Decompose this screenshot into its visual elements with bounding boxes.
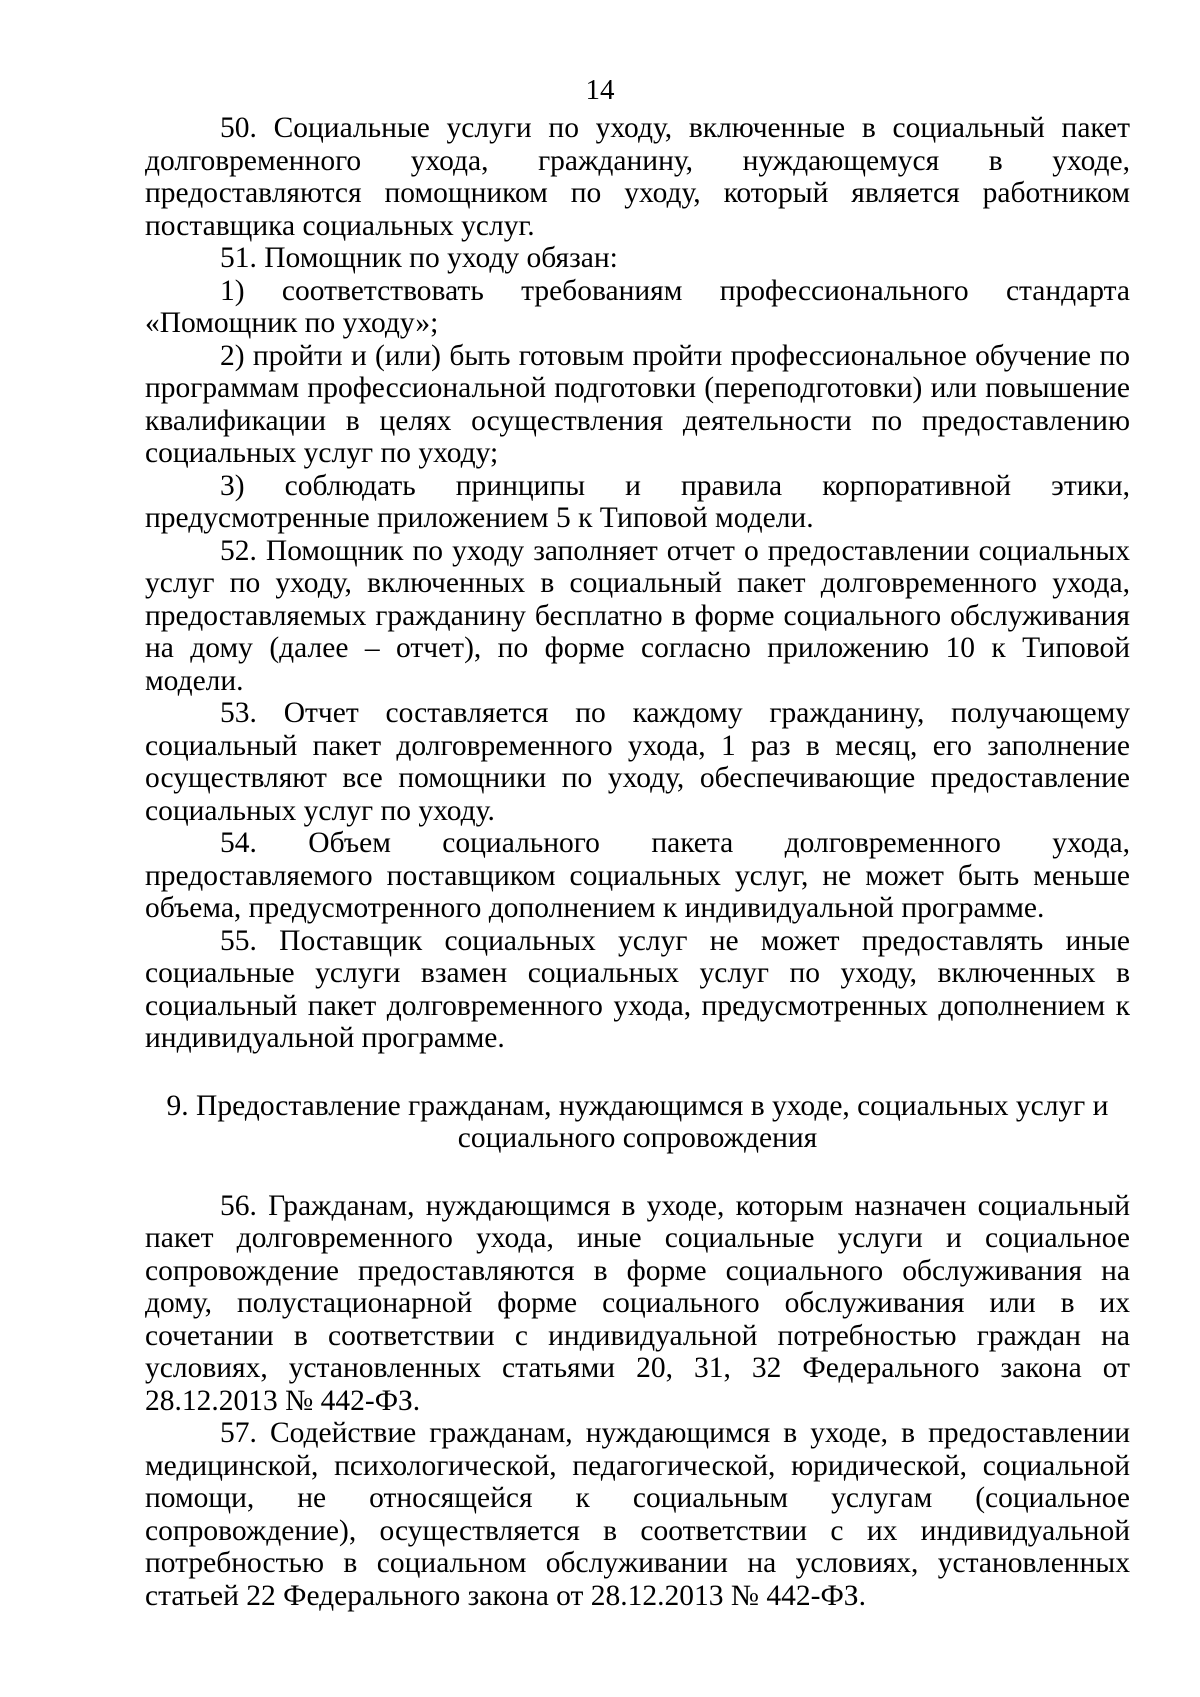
paragraph-53: 53. Отчет составляется по каждому гражданину, получающему социальный пакет долговременного ухода, 1 раз в месяц, его заполнение осуществляют все помощники по уходу, обеспечивающие предоставление социальных услуг по уходу. bbox=[145, 697, 1130, 827]
paragraph-55: 55. Поставщик социальных услуг не может предоставлять иные социальные услуги взамен социальных услуг по уходу, включенных в социальный пакет долговременного ухода, предусмотренных дополнением к индивидуальной программе. bbox=[145, 924, 1130, 1054]
paragraph-52: 52. Помощник по уходу заполняет отчет о предоставлении социальных услуг по уходу, включенных в социальный пакет долговременного ухода, предоставляемых гражданину бесплатно в форме социального обслуживания на дому (далее – отчет), по форме согласно приложению 10 к Типовой модели. bbox=[145, 534, 1130, 697]
page-number: 14 bbox=[585, 74, 615, 106]
document-body bbox=[145, 112, 1130, 1612]
paragraph-56: 56. Гражданам, нуждающимся в уходе, которым назначен социальный пакет долговременного ухода, иные социальные услуги и социальное сопровождение предоставляются в форме социального обслуживания на дому, полустационарной форме социального обслуживания или в их сочетании в соответствии с индивидуальной потребностью граждан на условиях, установленных статьями 20, 31, 32 Федерального закона от 28.12.2013 № 442-ФЗ. bbox=[145, 1189, 1130, 1417]
section-title: 9. Предоставление гражданам, нуждающимся в уходе, социальных услуг и социального сопровождения bbox=[166, 1089, 1109, 1154]
paragraph-51: 51. Помощник по уходу обязан: bbox=[220, 242, 618, 274]
paragraph-57: 57. Содействие гражданам, нуждающимся в уходе, в предоставлении медицинской, психологической, педагогической, юридической, социальной помощи, не относящейся к социальным услугам (социальное сопровождение), осуществляется в соответствии с их индивидуальной потребностью в социальном обслуживании на условиях, установленных статьей 22 Федерального закона от 28.12.2013 № 442-ФЗ. bbox=[145, 1417, 1130, 1612]
paragraph-50: 50. Социальные услуги по уходу, включенные в социальный пакет долговременного ухода, гражданину, нуждающемуся в уходе, предоставляются помощником по уходу, который является работником поставщика социальных услуг. bbox=[145, 112, 1130, 242]
paragraph-51-item-2: 2) пройти и (или) быть готовым пройти профессиональное обучение по программам профессиональной подготовки (переподготовки) или повышение квалификации в целях осуществления деятельности по предоставлению социальных услуг по уходу; bbox=[145, 339, 1130, 469]
paragraph-51-item-3: 3) соблюдать принципы и правила корпоративной этики, предусмотренные приложением 5 к Типовой модели. bbox=[145, 469, 1130, 534]
paragraph-54: 54. Объем социального пакета долговременного ухода, предоставляемого поставщиком социальных услуг, не может быть меньше объема, предусмотренного дополнением к индивидуальной программе. bbox=[145, 827, 1130, 924]
paragraph-51-item-1: 1) соответствовать требованиям профессионального стандарта «Помощник по уходу»; bbox=[145, 274, 1130, 339]
